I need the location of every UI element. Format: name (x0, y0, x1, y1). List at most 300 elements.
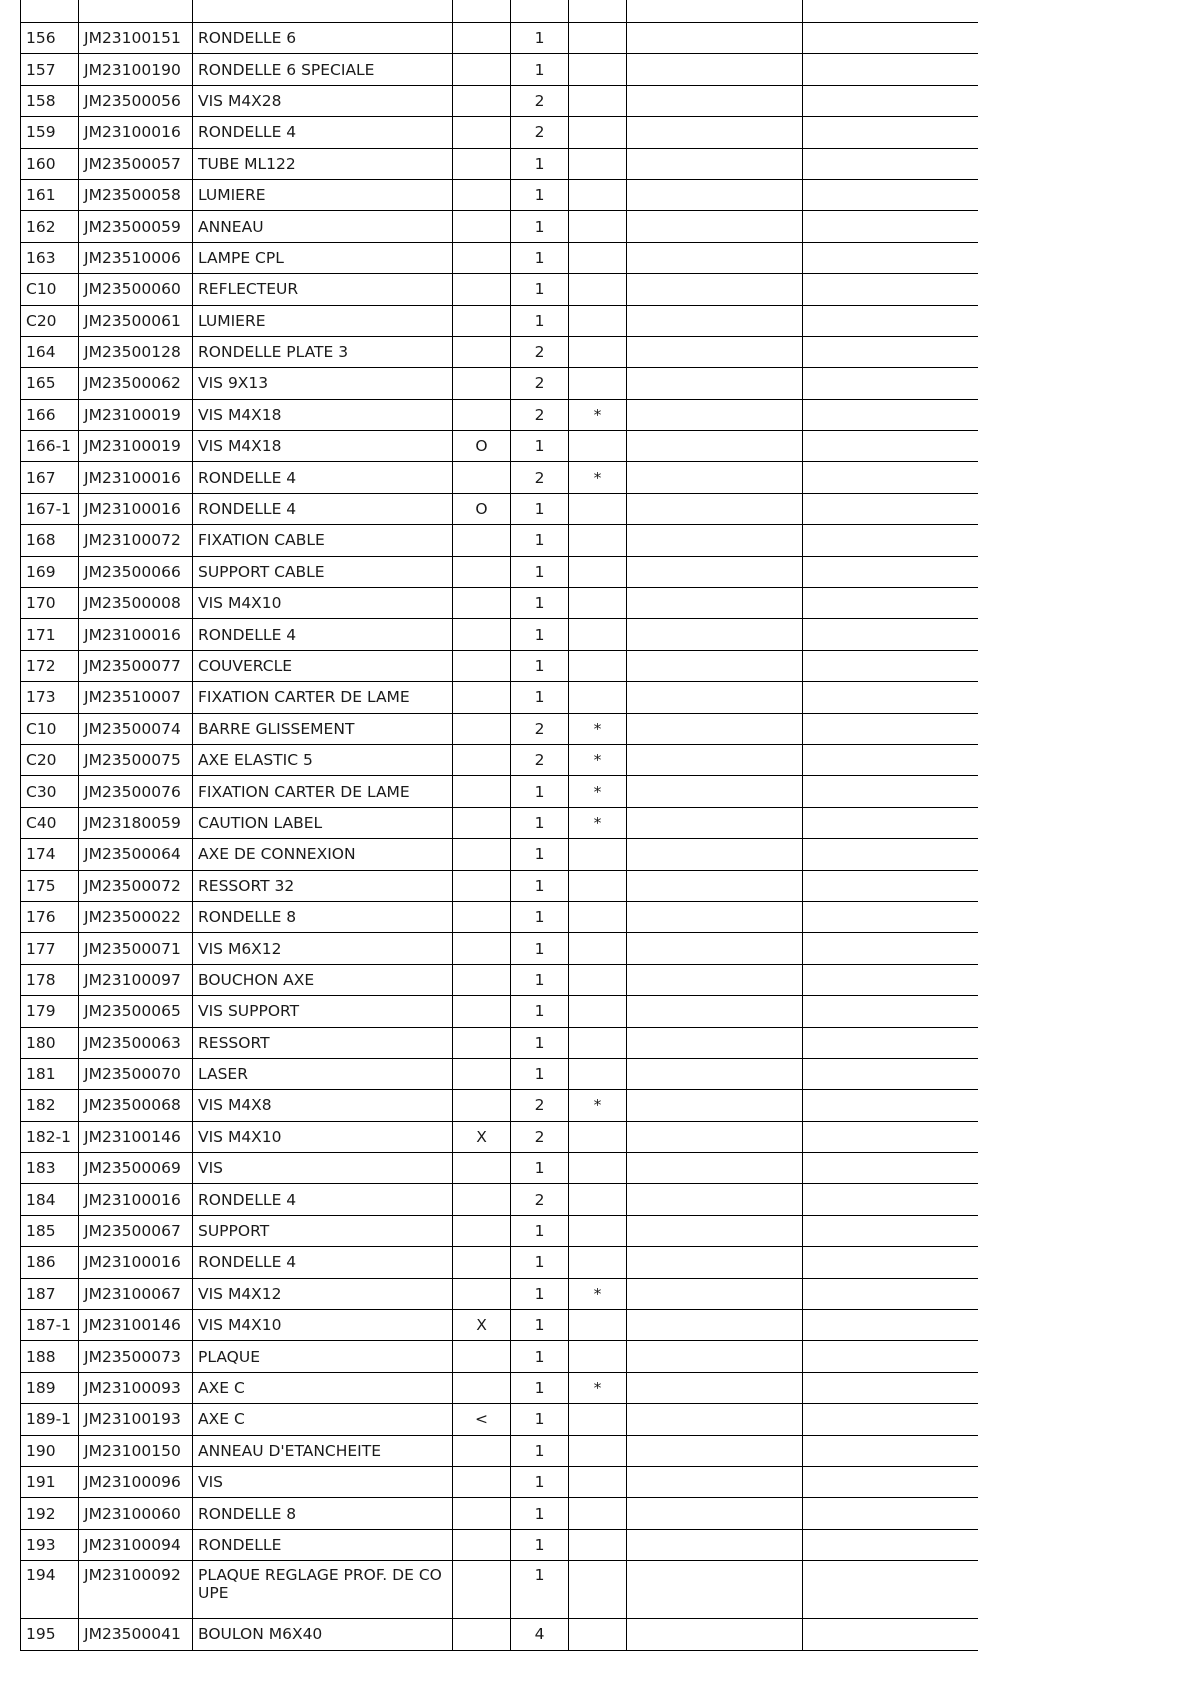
description-cell: RONDELLE 6 SPECIALE (193, 54, 453, 85)
extra-cell-b (803, 996, 979, 1027)
extra-cell-b (803, 336, 979, 367)
extra-cell-b (803, 0, 979, 23)
marker-cell: < (453, 1404, 511, 1435)
table-row (21, 179, 979, 210)
table-row (21, 1027, 979, 1058)
extra-cell-a (627, 933, 803, 964)
quantity-cell: 2 (511, 336, 569, 367)
extra-cell-b (803, 305, 979, 336)
item-number-cell: C10 (21, 274, 79, 305)
quantity-cell: 1 (511, 556, 569, 587)
marker-cell (453, 179, 511, 210)
quantity-cell: 1 (511, 1404, 569, 1435)
quantity-cell: 1 (511, 1341, 569, 1372)
description-cell: FIXATION CARTER DE LAME (193, 682, 453, 713)
quantity-cell: 1 (511, 588, 569, 619)
quantity-cell: 1 (511, 54, 569, 85)
item-number-cell: 182 (21, 1090, 79, 1121)
parts-table (20, 0, 978, 1651)
description-cell: VIS M4X12 (193, 1278, 453, 1309)
extra-cell-b (803, 399, 979, 430)
extra-cell-b (803, 1121, 979, 1152)
note-cell (569, 336, 627, 367)
extra-cell-a (627, 744, 803, 775)
table-row (21, 1121, 979, 1152)
marker-cell (453, 242, 511, 273)
description-cell: RONDELLE 4 (193, 619, 453, 650)
extra-cell-b (803, 1090, 979, 1121)
marker-cell: O (453, 431, 511, 462)
extra-cell-a (627, 901, 803, 932)
extra-cell-a (627, 713, 803, 744)
extra-cell-a (627, 1278, 803, 1309)
part-number-cell: JM23500059 (79, 211, 193, 242)
description-cell: LAMPE CPL (193, 242, 453, 273)
quantity-cell: 2 (511, 368, 569, 399)
item-number-cell: 177 (21, 933, 79, 964)
note-cell (569, 870, 627, 901)
part-number-cell: JM23100016 (79, 493, 193, 524)
quantity-cell: 1 (511, 807, 569, 838)
description-cell: FIXATION CABLE (193, 525, 453, 556)
note-cell (569, 274, 627, 305)
part-number-cell: JM23500070 (79, 1058, 193, 1089)
extra-cell-b (803, 744, 979, 775)
extra-cell-a (627, 839, 803, 870)
quantity-cell: 1 (511, 1435, 569, 1466)
item-number-cell: 193 (21, 1529, 79, 1560)
table-row (21, 368, 979, 399)
extra-cell-a (627, 431, 803, 462)
note-cell (569, 964, 627, 995)
part-number-cell: JM23500073 (79, 1341, 193, 1372)
quantity-cell: 2 (511, 462, 569, 493)
description-cell: PLAQUE REGLAGE PROF. DE COUPE (193, 1561, 453, 1619)
part-number-cell: JM23500066 (79, 556, 193, 587)
table-row (21, 1435, 979, 1466)
extra-cell-a (627, 682, 803, 713)
description-cell: RONDELLE 4 (193, 117, 453, 148)
description-cell: VIS M4X28 (193, 85, 453, 116)
item-number-cell: 188 (21, 1341, 79, 1372)
marker-cell (453, 1561, 511, 1619)
quantity-cell: 1 (511, 1058, 569, 1089)
extra-cell-a (627, 493, 803, 524)
note-cell (569, 148, 627, 179)
table-row (21, 1561, 979, 1619)
part-number-cell: JM23100060 (79, 1498, 193, 1529)
quantity-cell: 1 (511, 274, 569, 305)
extra-cell-b (803, 1498, 979, 1529)
marker-cell: O (453, 493, 511, 524)
part-number-cell: JM23100096 (79, 1466, 193, 1497)
note-cell (569, 23, 627, 54)
description-cell: VIS M4X18 (193, 431, 453, 462)
item-number-cell: C10 (21, 713, 79, 744)
extra-cell-b (803, 776, 979, 807)
description-cell: RESSORT 32 (193, 870, 453, 901)
item-number-cell: 178 (21, 964, 79, 995)
extra-cell-b (803, 807, 979, 838)
table-row (21, 148, 979, 179)
quantity-cell: 1 (511, 1561, 569, 1619)
part-number-cell: JM23100067 (79, 1278, 193, 1309)
table-row (21, 901, 979, 932)
marker-cell (453, 1619, 511, 1650)
quantity-cell: 1 (511, 839, 569, 870)
description-cell: BOUCHON AXE (193, 964, 453, 995)
description-cell: AXE ELASTIC 5 (193, 744, 453, 775)
description-cell: RONDELLE 4 (193, 1247, 453, 1278)
table-row (21, 85, 979, 116)
extra-cell-b (803, 650, 979, 681)
note-cell (569, 1498, 627, 1529)
item-number-cell: 194 (21, 1561, 79, 1619)
quantity-cell: 1 (511, 776, 569, 807)
item-number-cell: 160 (21, 148, 79, 179)
item-number-cell: 159 (21, 117, 79, 148)
description-cell: RONDELLE 8 (193, 1498, 453, 1529)
description-cell: TUBE ML122 (193, 148, 453, 179)
quantity-cell: 1 (511, 242, 569, 273)
extra-cell-b (803, 211, 979, 242)
extra-cell-a (627, 1341, 803, 1372)
part-number-cell: JM23100092 (79, 1561, 193, 1619)
quantity-cell: 1 (511, 1529, 569, 1560)
item-number-cell: 173 (21, 682, 79, 713)
table-row (21, 274, 979, 305)
marker-cell (453, 274, 511, 305)
parts-list-sheet (20, 0, 978, 1683)
note-cell (569, 431, 627, 462)
description-cell: LUMIERE (193, 179, 453, 210)
extra-cell-b (803, 431, 979, 462)
description-cell: SUPPORT CABLE (193, 556, 453, 587)
table-row (21, 242, 979, 273)
table-row (21, 1529, 979, 1560)
extra-cell-b (803, 556, 979, 587)
extra-cell-a (627, 588, 803, 619)
quantity-cell: 1 (511, 1466, 569, 1497)
table-row (21, 54, 979, 85)
marker-cell (453, 996, 511, 1027)
description-cell: RONDELLE 4 (193, 462, 453, 493)
extra-cell-b (803, 1404, 979, 1435)
quantity-cell: 1 (511, 901, 569, 932)
item-number-cell: 162 (21, 211, 79, 242)
marker-cell: X (453, 1310, 511, 1341)
table-row (21, 839, 979, 870)
table-row (21, 1090, 979, 1121)
extra-cell-a (627, 211, 803, 242)
note-cell: * (569, 1372, 627, 1403)
marker-cell (453, 368, 511, 399)
item-number-cell: 190 (21, 1435, 79, 1466)
extra-cell-b (803, 1247, 979, 1278)
extra-cell-a (627, 996, 803, 1027)
part-number-cell: JM23100146 (79, 1121, 193, 1152)
extra-cell-a (627, 23, 803, 54)
description-cell: VIS M4X10 (193, 1310, 453, 1341)
table-row (21, 1184, 979, 1215)
table-row (21, 525, 979, 556)
item-number-cell: 192 (21, 1498, 79, 1529)
marker-cell (453, 619, 511, 650)
item-number-cell: 195 (21, 1619, 79, 1650)
marker-cell (453, 1215, 511, 1246)
description-cell: ANNEAU D'ETANCHEITE (193, 1435, 453, 1466)
table-row (21, 431, 979, 462)
marker-cell (453, 650, 511, 681)
note-cell: * (569, 776, 627, 807)
extra-cell-a (627, 1619, 803, 1650)
item-number-cell: 191 (21, 1466, 79, 1497)
part-number-cell: JM23100072 (79, 525, 193, 556)
extra-cell-b (803, 901, 979, 932)
table-row (21, 1278, 979, 1309)
item-number-cell: 156 (21, 23, 79, 54)
note-cell (569, 179, 627, 210)
extra-cell-a (627, 1310, 803, 1341)
item-number-cell: C30 (21, 776, 79, 807)
table-row (21, 650, 979, 681)
table-row (21, 1498, 979, 1529)
quantity-cell: 2 (511, 1184, 569, 1215)
item-number-cell: 189-1 (21, 1404, 79, 1435)
note-cell: * (569, 807, 627, 838)
marker-cell (453, 556, 511, 587)
extra-cell-b (803, 274, 979, 305)
quantity-cell: 1 (511, 179, 569, 210)
quantity-cell: 1 (511, 211, 569, 242)
extra-cell-a (627, 1058, 803, 1089)
marker-cell (453, 1372, 511, 1403)
part-number-cell: JM23100016 (79, 117, 193, 148)
part-number-cell: JM23500060 (79, 274, 193, 305)
table-row (21, 305, 979, 336)
extra-cell-a (627, 399, 803, 430)
description-cell: VIS M4X10 (193, 588, 453, 619)
marker-cell (453, 1247, 511, 1278)
marker-cell (453, 525, 511, 556)
extra-cell-b (803, 1341, 979, 1372)
extra-cell-b (803, 117, 979, 148)
item-number-cell: 157 (21, 54, 79, 85)
extra-cell-b (803, 1372, 979, 1403)
extra-cell-b (803, 933, 979, 964)
note-cell (569, 0, 627, 23)
item-number-cell: 169 (21, 556, 79, 587)
extra-cell-b (803, 839, 979, 870)
note-cell (569, 588, 627, 619)
marker-cell (453, 744, 511, 775)
extra-cell-b (803, 713, 979, 744)
table-row (21, 462, 979, 493)
quantity-cell: 1 (511, 1310, 569, 1341)
marker-cell (453, 305, 511, 336)
note-cell (569, 933, 627, 964)
marker-cell (453, 839, 511, 870)
part-number-cell: JM23100016 (79, 462, 193, 493)
quantity-cell: 1 (511, 650, 569, 681)
extra-cell-a (627, 870, 803, 901)
extra-cell-b (803, 682, 979, 713)
extra-cell-b (803, 148, 979, 179)
quantity-cell: 1 (511, 1372, 569, 1403)
note-cell (569, 1435, 627, 1466)
extra-cell-b (803, 1153, 979, 1184)
note-cell (569, 54, 627, 85)
extra-cell-b (803, 1058, 979, 1089)
extra-cell-a (627, 1153, 803, 1184)
item-number-cell: 168 (21, 525, 79, 556)
quantity-cell: 1 (511, 1215, 569, 1246)
description-cell: VIS M4X8 (193, 1090, 453, 1121)
table-row (21, 211, 979, 242)
marker-cell (453, 1153, 511, 1184)
item-number-cell: 182-1 (21, 1121, 79, 1152)
part-number-cell: JM23500062 (79, 368, 193, 399)
table-row (21, 1466, 979, 1497)
description-cell: LASER (193, 1058, 453, 1089)
item-number-cell: 172 (21, 650, 79, 681)
description-cell: BOULON M6X40 (193, 1619, 453, 1650)
item-number-cell (21, 0, 79, 23)
extra-cell-a (627, 964, 803, 995)
marker-cell (453, 964, 511, 995)
marker-cell (453, 117, 511, 148)
table-row (21, 399, 979, 430)
extra-cell-b (803, 870, 979, 901)
description-cell: AXE C (193, 1372, 453, 1403)
table-row (21, 556, 979, 587)
extra-cell-a (627, 242, 803, 273)
table-row (21, 1058, 979, 1089)
item-number-cell: 187 (21, 1278, 79, 1309)
description-cell: RONDELLE PLATE 3 (193, 336, 453, 367)
extra-cell-b (803, 242, 979, 273)
extra-cell-b (803, 525, 979, 556)
item-number-cell: 163 (21, 242, 79, 273)
item-number-cell: 171 (21, 619, 79, 650)
part-number-cell: JM23100016 (79, 1184, 193, 1215)
part-number-cell: JM23100094 (79, 1529, 193, 1560)
extra-cell-a (627, 556, 803, 587)
description-cell: VIS M6X12 (193, 933, 453, 964)
marker-cell (453, 933, 511, 964)
item-number-cell: 167 (21, 462, 79, 493)
marker-cell (453, 23, 511, 54)
quantity-cell: 1 (511, 619, 569, 650)
table-row (21, 1215, 979, 1246)
item-number-cell: C20 (21, 305, 79, 336)
item-number-cell: 161 (21, 179, 79, 210)
extra-cell-a (627, 148, 803, 179)
part-number-cell: JM23100146 (79, 1310, 193, 1341)
part-number-cell: JM23100190 (79, 54, 193, 85)
part-number-cell: JM23500022 (79, 901, 193, 932)
marker-cell (453, 399, 511, 430)
marker-cell (453, 1184, 511, 1215)
description-cell: LUMIERE (193, 305, 453, 336)
extra-cell-a (627, 807, 803, 838)
table-row (21, 870, 979, 901)
note-cell (569, 211, 627, 242)
item-number-cell: C40 (21, 807, 79, 838)
marker-cell (453, 1435, 511, 1466)
table-row (21, 1404, 979, 1435)
extra-cell-b (803, 23, 979, 54)
note-cell (569, 1310, 627, 1341)
marker-cell (453, 148, 511, 179)
part-number-cell: JM23100016 (79, 619, 193, 650)
quantity-cell: 4 (511, 1619, 569, 1650)
description-cell: RONDELLE 8 (193, 901, 453, 932)
extra-cell-a (627, 1561, 803, 1619)
item-number-cell: 179 (21, 996, 79, 1027)
item-number-cell: 165 (21, 368, 79, 399)
description-cell: BARRE GLISSEMENT (193, 713, 453, 744)
description-cell: VIS (193, 1153, 453, 1184)
table-row (21, 933, 979, 964)
marker-cell (453, 1278, 511, 1309)
item-number-cell: 167-1 (21, 493, 79, 524)
note-cell: * (569, 399, 627, 430)
extra-cell-a (627, 525, 803, 556)
extra-cell-a (627, 1215, 803, 1246)
item-number-cell: 185 (21, 1215, 79, 1246)
extra-cell-b (803, 462, 979, 493)
part-number-cell: JM23500064 (79, 839, 193, 870)
part-number-cell: JM23500068 (79, 1090, 193, 1121)
part-number-cell: JM23500063 (79, 1027, 193, 1058)
part-number-cell: JM23500069 (79, 1153, 193, 1184)
table-row (21, 1247, 979, 1278)
part-number-cell: JM23500061 (79, 305, 193, 336)
note-cell (569, 556, 627, 587)
note-cell: * (569, 744, 627, 775)
description-cell: COUVERCLE (193, 650, 453, 681)
extra-cell-a (627, 650, 803, 681)
note-cell (569, 1121, 627, 1152)
description-cell: RONDELLE 6 (193, 23, 453, 54)
marker-cell (453, 901, 511, 932)
note-cell (569, 305, 627, 336)
marker-cell (453, 1058, 511, 1089)
item-number-cell: 170 (21, 588, 79, 619)
extra-cell-b (803, 1619, 979, 1650)
extra-cell-a (627, 1435, 803, 1466)
marker-cell (453, 211, 511, 242)
quantity-cell: 2 (511, 713, 569, 744)
note-cell: * (569, 713, 627, 744)
note-cell (569, 1561, 627, 1619)
note-cell (569, 1247, 627, 1278)
extra-cell-a (627, 619, 803, 650)
extra-cell-a (627, 368, 803, 399)
extra-cell-a (627, 1466, 803, 1497)
quantity-cell: 1 (511, 1498, 569, 1529)
marker-cell (453, 1466, 511, 1497)
extra-cell-a (627, 1121, 803, 1152)
table-row (21, 996, 979, 1027)
part-number-cell: JM23500071 (79, 933, 193, 964)
note-cell (569, 1215, 627, 1246)
part-number-cell: JM23500077 (79, 650, 193, 681)
description-cell: VIS SUPPORT (193, 996, 453, 1027)
quantity-cell: 1 (511, 964, 569, 995)
quantity-cell: 1 (511, 148, 569, 179)
